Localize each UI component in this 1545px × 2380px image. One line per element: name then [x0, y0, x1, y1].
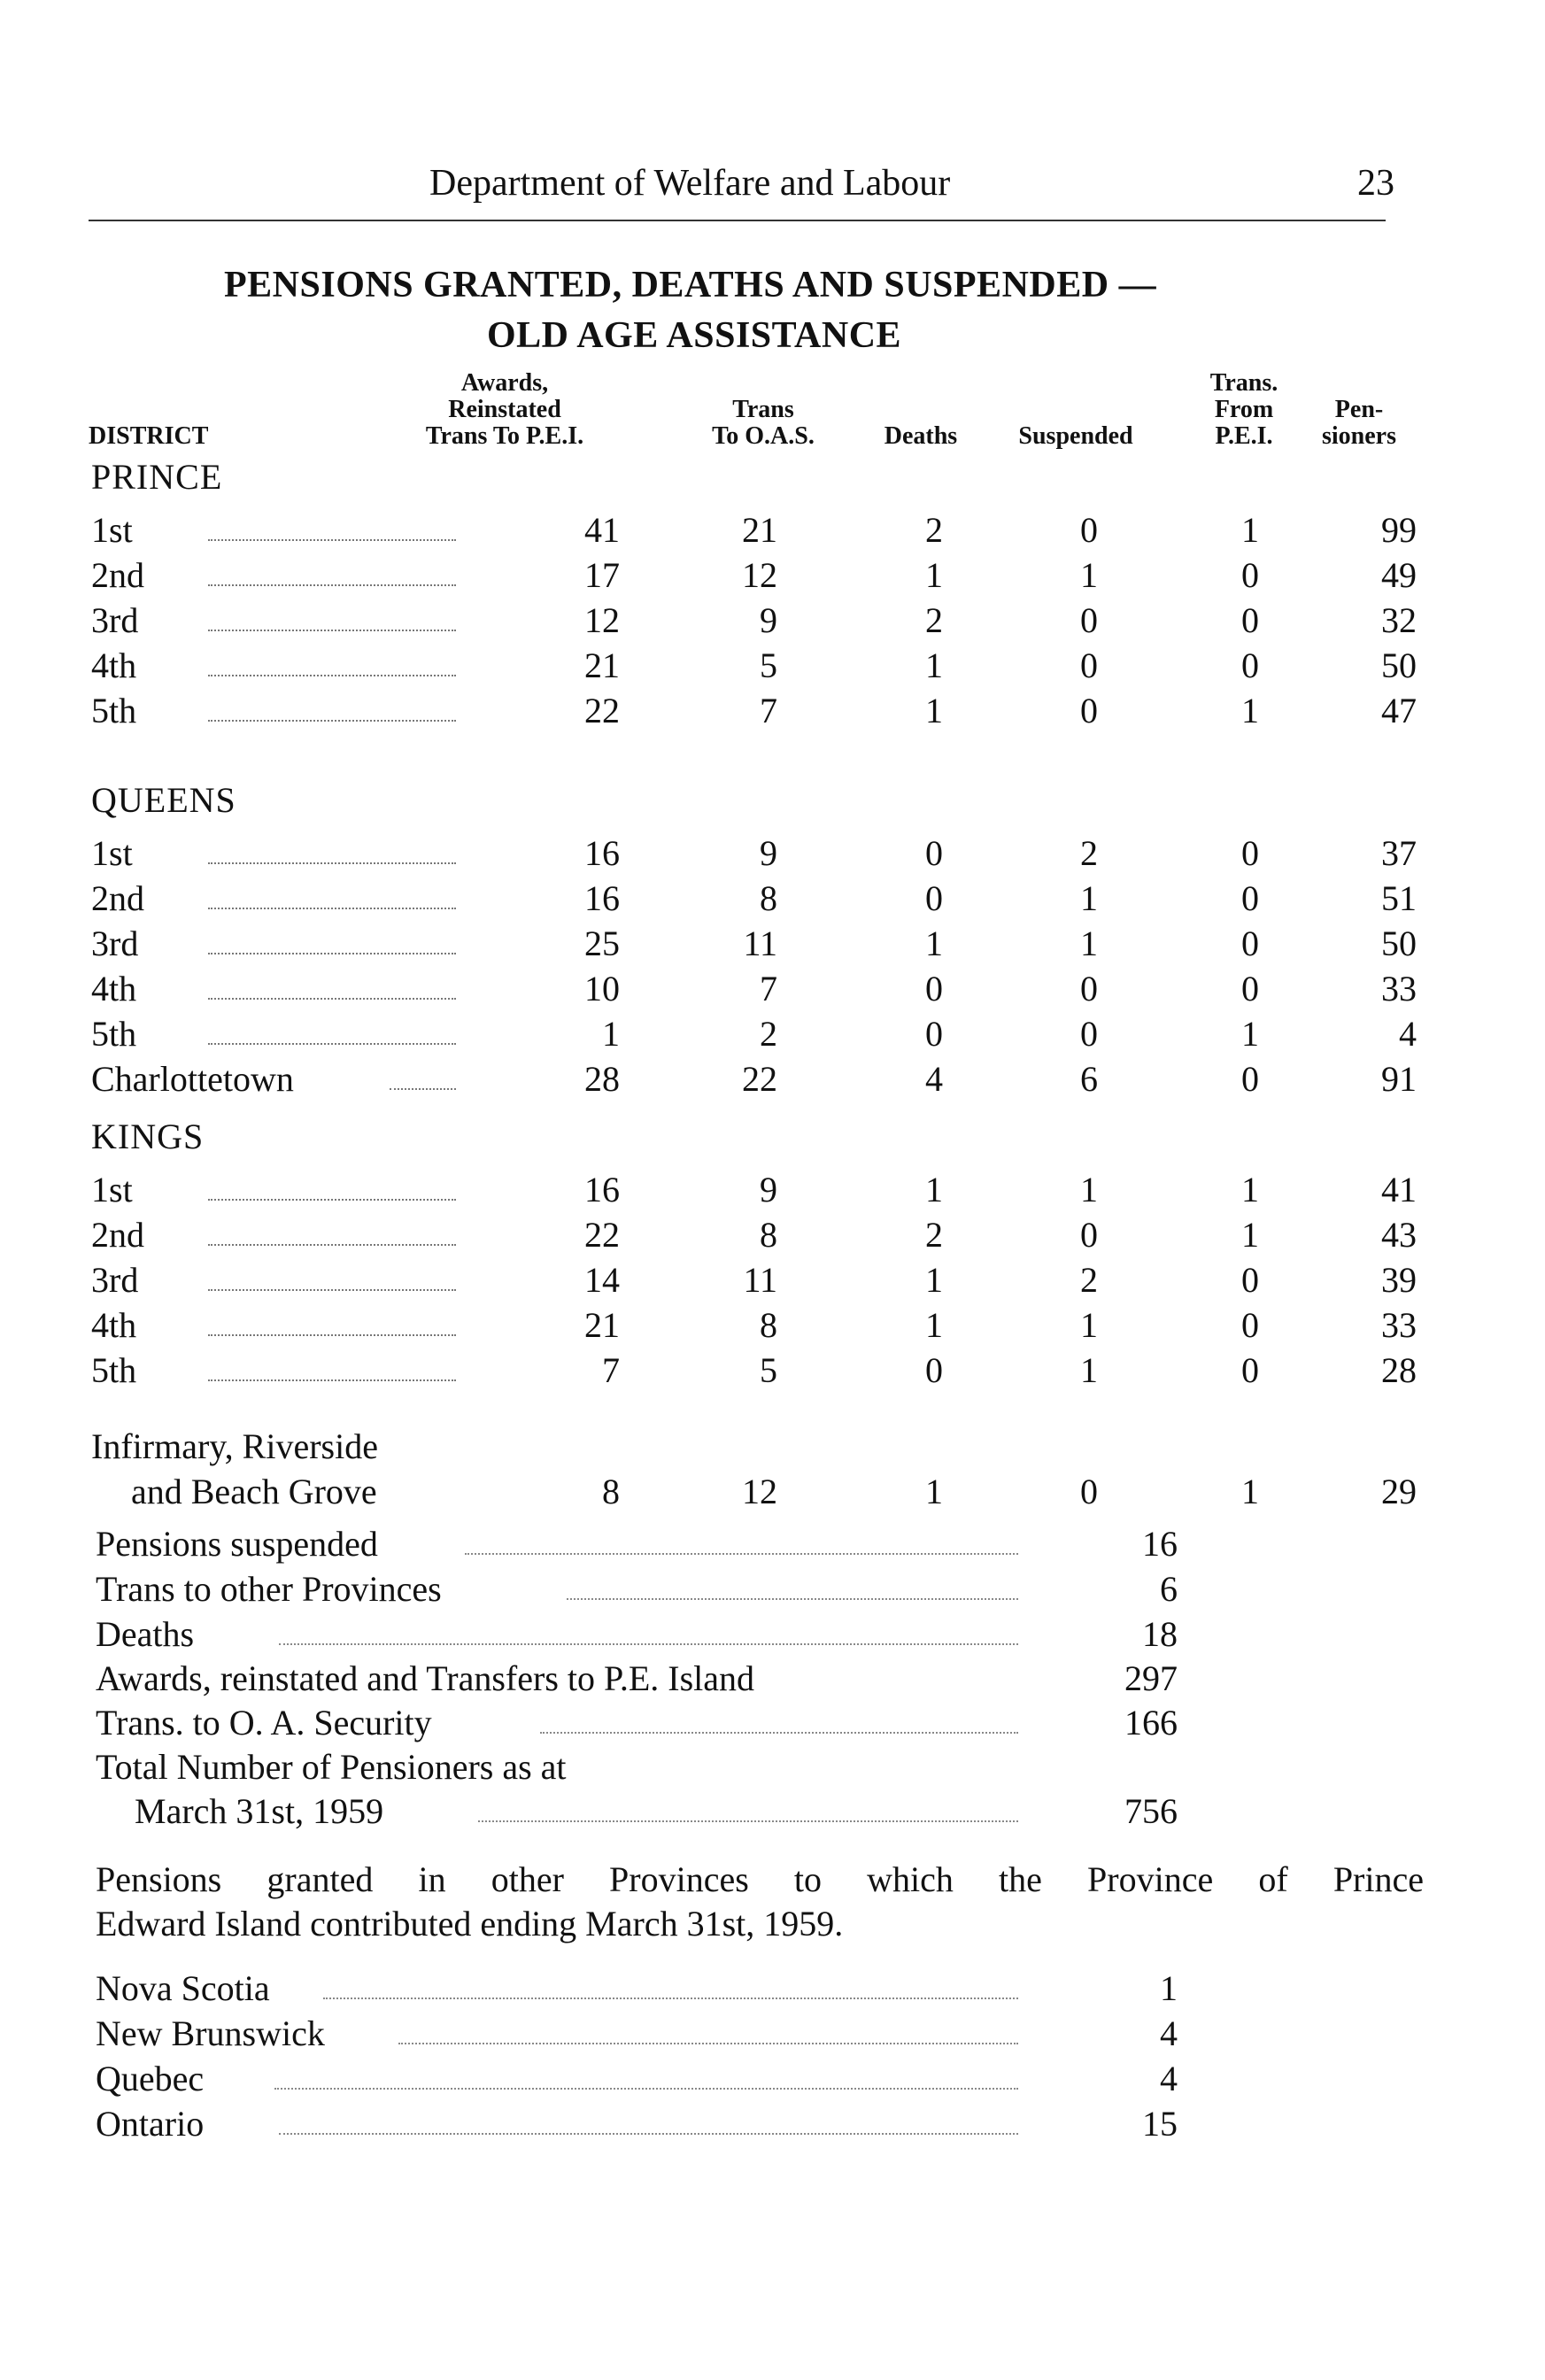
trans-oas-header-line: Trans [732, 396, 794, 423]
trans-from-header-line: Trans. [1209, 369, 1278, 397]
column-header-trans-oas [684, 397, 843, 450]
table-cell: 1 [925, 1472, 943, 1511]
table-cell: 1 [925, 645, 943, 685]
table-cell: 51 [1381, 878, 1417, 918]
table-cell: 0 [1080, 1215, 1098, 1255]
trans-from-header-line: P.E.I. [1215, 422, 1273, 450]
table-cell: 5 [760, 645, 777, 685]
table-cell: 9 [760, 1170, 777, 1209]
table-cell: 33 [1381, 1305, 1417, 1345]
province-row [0, 1967, 1545, 2012]
summary-label: Deaths [96, 1614, 195, 1654]
table-cell: 2 [1080, 833, 1098, 873]
table-cell: 25 [584, 923, 620, 963]
table-title-line-1: PENSIONS GRANTED, DEATHS AND SUSPENDED — [224, 265, 1157, 305]
leader-dots [208, 1379, 456, 1381]
table-cell: 0 [1080, 600, 1098, 640]
table-row [0, 1259, 1545, 1305]
summary-value: 18 [1142, 1614, 1178, 1654]
column-header-awards [416, 370, 593, 450]
table-row [0, 923, 1545, 969]
table-cell: 5 [760, 1350, 777, 1390]
table-cell: 0 [1241, 833, 1259, 873]
header-rule [89, 220, 1386, 221]
summary-label: Trans. to O. A. Security [96, 1703, 432, 1742]
table-cell: 0 [925, 1350, 943, 1390]
table-cell: 1 [1241, 510, 1259, 550]
table-cell: 0 [1241, 600, 1259, 640]
leader-dots [465, 1553, 1018, 1555]
table-cell: 0 [1241, 555, 1259, 595]
trans-from-header-line: From [1214, 396, 1274, 423]
summary-value: 297 [1124, 1658, 1178, 1698]
district-label: 3rd [91, 600, 139, 640]
summary-row [0, 1613, 1545, 1658]
table-cell: 91 [1381, 1059, 1417, 1099]
leader-dots [279, 1643, 1018, 1645]
column-header-suspended: Suspended [1018, 422, 1133, 450]
table-cell: 28 [584, 1059, 620, 1099]
table-title-line-2: OLD AGE ASSISTANCE [487, 315, 902, 356]
district-label: 1st [91, 833, 133, 873]
table-cell: 0 [1241, 969, 1259, 1008]
table-cell: 0 [1080, 510, 1098, 550]
table-cell: 43 [1381, 1215, 1417, 1255]
summary-row [0, 1658, 1545, 1702]
table-cell: 7 [760, 969, 777, 1008]
table-cell: 0 [1241, 1260, 1259, 1300]
table-cell: 2 [760, 1014, 777, 1054]
table-cell: 39 [1381, 1260, 1417, 1300]
district-label: 5th [91, 691, 137, 730]
table-cell: 0 [1241, 1350, 1259, 1390]
district-label: Charlottetown [91, 1059, 294, 1099]
province-label: Ontario [96, 2104, 205, 2144]
awards-header-line: Trans To P.E.I. [425, 422, 584, 450]
leader-dots [208, 1289, 456, 1291]
table-cell: 0 [1080, 1472, 1098, 1511]
table-cell: 1 [925, 1305, 943, 1345]
table-cell: 47 [1381, 691, 1417, 730]
table-cell: 12 [742, 555, 777, 595]
district-label: 5th [91, 1350, 137, 1390]
total-pensioners-line-1 [0, 1746, 1545, 1790]
leader-dots [279, 2133, 1018, 2135]
leader-dots [208, 584, 456, 586]
table-cell: 29 [1381, 1472, 1417, 1511]
table-cell: 8 [760, 878, 777, 918]
table-cell: 22 [584, 691, 620, 730]
table-cell: 0 [1241, 645, 1259, 685]
leader-dots [323, 1998, 1018, 1999]
province-label: Quebec [96, 2059, 205, 2098]
leader-dots [208, 1043, 456, 1045]
table-cell: 14 [584, 1260, 620, 1300]
table-row [0, 509, 1545, 555]
running-title: Department of Welfare and Labour [429, 163, 951, 204]
table-cell: 22 [584, 1215, 620, 1255]
leader-dots [208, 953, 456, 954]
column-header-trans-from [1186, 370, 1302, 450]
table-cell: 0 [1241, 1059, 1259, 1099]
table-cell: 6 [1080, 1059, 1098, 1099]
table-cell: 1 [1080, 1170, 1098, 1209]
table-cell: 50 [1381, 923, 1417, 963]
table-cell: 2 [925, 510, 943, 550]
table-cell: 1 [1241, 1215, 1259, 1255]
summary-value: 16 [1142, 1524, 1178, 1564]
leader-dots [208, 908, 456, 909]
table-row [0, 599, 1545, 645]
leader-dots [208, 539, 456, 541]
trans-oas-header-line: To O.A.S. [712, 422, 815, 450]
table-cell: 21 [584, 1305, 620, 1345]
district-label: 2nd [91, 878, 144, 918]
section-heading: KINGS [91, 1117, 205, 1156]
paragraph-line-2: Edward Island contributed ending March 31st, 1959. [96, 1904, 844, 1943]
summary-value: 6 [1160, 1569, 1178, 1609]
table-cell: 1 [602, 1014, 620, 1054]
table-cell: 37 [1381, 833, 1417, 873]
table-cell: 1 [1241, 1170, 1259, 1209]
table-cell: 17 [584, 555, 620, 595]
leader-dots [567, 1598, 1018, 1600]
table-row [0, 1169, 1545, 1215]
province-value: 4 [1160, 2013, 1178, 2053]
table-cell: 1 [1080, 555, 1098, 595]
district-label: 4th [91, 645, 137, 685]
total-label: Total Number of Pensioners as at [96, 1747, 567, 1787]
table-cell: 16 [584, 878, 620, 918]
table-cell: 12 [742, 1472, 777, 1511]
awards-header-line: Awards, [460, 369, 549, 397]
leader-dots [540, 1732, 1018, 1734]
province-value: 1 [1160, 1968, 1178, 2008]
table-cell: 8 [760, 1215, 777, 1255]
total-date-label: March 31st, 1959 [135, 1791, 384, 1831]
summary-row [0, 1702, 1545, 1746]
table-cell: 21 [742, 510, 777, 550]
table-cell: 16 [584, 1170, 620, 1209]
district-label: 1st [91, 1170, 133, 1209]
infirmary-row [0, 1471, 1545, 1517]
table-cell: 0 [925, 969, 943, 1008]
table-cell: 1 [1080, 1305, 1098, 1345]
column-header-district: DISTRICT [89, 422, 209, 450]
table-row [0, 1058, 1545, 1104]
district-label: 3rd [91, 923, 139, 963]
table-cell: 4 [925, 1059, 943, 1099]
table-cell: 32 [1381, 600, 1417, 640]
page-number: 23 [1357, 163, 1394, 204]
table-cell: 41 [1381, 1170, 1417, 1209]
district-label: 2nd [91, 1215, 144, 1255]
leader-dots [274, 2088, 1018, 2090]
table-cell: 11 [743, 923, 777, 963]
table-row [0, 690, 1545, 736]
leader-dots [208, 862, 456, 864]
table-cell: 0 [1080, 691, 1098, 730]
table-cell: 1 [925, 691, 943, 730]
table-cell: 2 [1080, 1260, 1098, 1300]
table-cell: 16 [584, 833, 620, 873]
table-cell: 1 [925, 555, 943, 595]
contribution-paragraph [96, 1858, 1424, 1946]
table-row [0, 645, 1545, 691]
table-cell: 1 [1080, 1350, 1098, 1390]
table-cell: 1 [1241, 1014, 1259, 1054]
leader-dots [208, 720, 456, 722]
province-row [0, 2013, 1545, 2057]
summary-label: Pensions suspended [96, 1524, 378, 1564]
leader-dots [208, 998, 456, 1000]
table-cell: 0 [925, 833, 943, 873]
table-cell: 0 [925, 1014, 943, 1054]
district-label: 4th [91, 969, 137, 1008]
table-cell: 0 [1080, 969, 1098, 1008]
table-cell: 0 [1241, 923, 1259, 963]
leader-dots [208, 1244, 456, 1246]
summary-row [0, 1523, 1545, 1567]
table-cell: 2 [925, 1215, 943, 1255]
table-cell: 7 [602, 1350, 620, 1390]
district-label: and Beach Grove [131, 1472, 377, 1511]
total-value: 756 [1124, 1791, 1178, 1831]
section-heading: QUEENS [91, 780, 236, 820]
table-cell: 8 [602, 1472, 620, 1511]
leader-dots [208, 630, 456, 631]
district-label: 2nd [91, 555, 144, 595]
leader-dots [208, 1334, 456, 1336]
pensioners-header-line: Pen- [1334, 396, 1384, 423]
table-cell: 0 [1080, 1014, 1098, 1054]
table-cell: 0 [1241, 878, 1259, 918]
table-row [0, 832, 1545, 878]
table-cell: 49 [1381, 555, 1417, 595]
district-label: 4th [91, 1305, 137, 1345]
total-pensioners-line-2 [0, 1790, 1545, 1835]
district-label: 1st [91, 510, 133, 550]
table-cell: 7 [760, 691, 777, 730]
leader-dots [478, 1820, 1018, 1822]
table-row [0, 1013, 1545, 1059]
leader-dots [208, 675, 456, 676]
summary-row [0, 1568, 1545, 1612]
district-label: Infirmary, Riverside [91, 1426, 378, 1466]
table-cell: 33 [1381, 969, 1417, 1008]
province-row [0, 2058, 1545, 2102]
province-label: New Brunswick [96, 2013, 325, 2053]
province-value: 4 [1160, 2059, 1178, 2098]
province-row [0, 2103, 1545, 2147]
district-label: 5th [91, 1014, 137, 1054]
paragraph-line-1: Pensions granted in other Provinces to which the Province of Prince [96, 1859, 1424, 1899]
column-header-deaths: Deaths [884, 422, 958, 450]
table-cell: 99 [1381, 510, 1417, 550]
table-cell: 22 [742, 1059, 777, 1099]
table-cell: 0 [1080, 645, 1098, 685]
awards-header-line: Reinstated [448, 396, 561, 423]
summary-label: Awards, reinstated and Transfers to P.E. Island [96, 1658, 755, 1698]
table-cell: 1 [1241, 691, 1259, 730]
table-cell: 4 [1399, 1014, 1417, 1054]
table-cell: 0 [1241, 1305, 1259, 1345]
table-cell: 9 [760, 600, 777, 640]
table-cell: 50 [1381, 645, 1417, 685]
table-cell: 1 [1241, 1472, 1259, 1511]
table-cell: 21 [584, 645, 620, 685]
infirmary-label-line-1 [0, 1426, 1545, 1472]
table-cell: 0 [925, 878, 943, 918]
table-row [0, 1304, 1545, 1350]
table-cell: 9 [760, 833, 777, 873]
table-cell: 1 [1080, 878, 1098, 918]
table-row [0, 877, 1545, 923]
table-cell: 11 [743, 1260, 777, 1300]
page-header [89, 162, 1394, 224]
summary-value: 166 [1124, 1703, 1178, 1742]
leader-dots [398, 2043, 1018, 2044]
province-label: Nova Scotia [96, 1968, 270, 2008]
table-cell: 28 [1381, 1350, 1417, 1390]
table-row [0, 968, 1545, 1014]
section-heading: PRINCE [91, 457, 223, 497]
column-header-pensioners [1302, 397, 1417, 450]
leader-dots [390, 1088, 456, 1090]
table-row [0, 554, 1545, 600]
district-label: 3rd [91, 1260, 139, 1300]
table-cell: 2 [925, 600, 943, 640]
table-cell: 10 [584, 969, 620, 1008]
summary-label: Trans to other Provinces [96, 1569, 442, 1609]
pensioners-header-line: sioners [1322, 422, 1396, 450]
table-cell: 12 [584, 600, 620, 640]
province-value: 15 [1142, 2104, 1178, 2144]
table-cell: 1 [925, 1170, 943, 1209]
table-row [0, 1349, 1545, 1395]
table-cell: 1 [1080, 923, 1098, 963]
table-cell: 1 [925, 923, 943, 963]
table-cell: 1 [925, 1260, 943, 1300]
table-row [0, 1214, 1545, 1260]
table-cell: 41 [584, 510, 620, 550]
table-cell: 8 [760, 1305, 777, 1345]
leader-dots [208, 1199, 456, 1201]
